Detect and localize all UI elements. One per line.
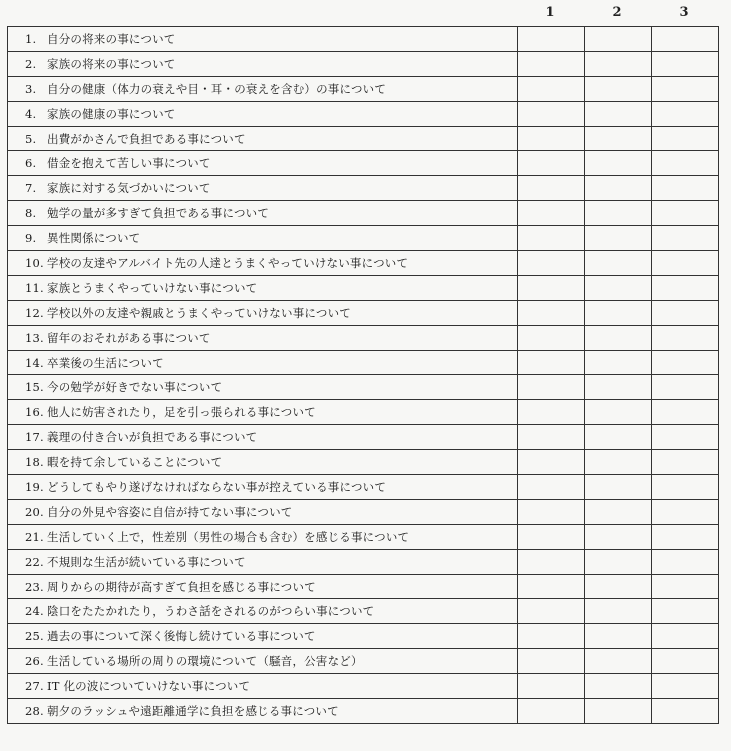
question-text-cell [8,51,518,76]
answer-cell-2[interactable] [585,350,652,375]
answer-cell-3[interactable] [652,176,719,201]
question-number: 17. [25,430,44,445]
questionnaire-table [7,26,719,724]
answer-cell-3[interactable] [652,300,719,325]
questionnaire-rows [8,27,719,724]
answer-cell-3[interactable] [652,549,719,574]
answer-cell-1[interactable] [518,475,585,500]
question-text: 過去の事について深く後悔し続けている事について [47,629,316,644]
question-text: IT 化の波についていけない事について [47,679,251,694]
question-row [8,425,719,450]
answer-cell-1[interactable] [518,699,585,724]
answer-cell-1[interactable] [518,325,585,350]
answer-cell-1[interactable] [518,275,585,300]
question-row [8,251,719,276]
question-text: 留年のおそれがある事について [47,330,211,345]
question-text: どうしてもやり遂げなければならない事が控えている事について [47,479,387,494]
question-row [8,201,719,226]
question-text-cell [8,201,518,226]
question-row [8,649,719,674]
answer-cell-2[interactable] [585,450,652,475]
question-number: 6. [25,156,37,171]
question-row [8,624,719,649]
question-text: 学校の友達やアルバイト先の人達とうまくやっていけない事について [47,255,409,270]
question-row [8,27,719,52]
answer-cell-1[interactable] [518,549,585,574]
question-number: 10. [25,255,44,270]
answer-cell-3[interactable] [652,524,719,549]
question-text-cell [8,325,518,350]
question-row [8,151,719,176]
question-number: 11. [25,280,44,295]
question-text-cell [8,226,518,251]
question-row [8,176,719,201]
question-text: 他人に妨害されたり，足を引っ張られる事について [47,405,316,420]
answer-cell-2[interactable] [585,151,652,176]
question-number: 19. [25,479,44,494]
answer-cell-1[interactable] [518,375,585,400]
question-row [8,499,719,524]
answer-cell-1[interactable] [518,51,585,76]
answer-cell-1[interactable] [518,574,585,599]
question-text-cell [8,275,518,300]
question-text: 生活している場所の周りの環境について（騒音，公害など） [47,654,363,669]
answer-cell-3[interactable] [652,325,719,350]
answer-cell-1[interactable] [518,176,585,201]
question-row [8,475,719,500]
question-text: 自分の健康（体力の衰えや目・耳・の衰えを含む）の事について [47,81,387,96]
question-text: 今の勉学が好きでない事について [47,380,223,395]
question-text: 家族に対する気づかいについて [47,181,211,196]
answer-cell-2[interactable] [585,599,652,624]
question-number: 13. [25,330,44,345]
answer-cell-3[interactable] [652,599,719,624]
answer-cell-3[interactable] [652,674,719,699]
answer-cell-1[interactable] [518,425,585,450]
question-number: 21. [25,529,44,544]
answer-cell-2[interactable] [585,251,652,276]
question-number: 9. [25,231,37,246]
answer-cell-3[interactable] [652,649,719,674]
answer-cell-1[interactable] [518,226,585,251]
question-text: 自分の将来の事について [47,31,176,46]
question-text: 勉学の量が多すぎて負担である事について [47,206,270,221]
answer-cell-2[interactable] [585,375,652,400]
question-number: 26. [25,654,44,669]
question-number: 24. [25,604,44,619]
question-text-cell [8,450,518,475]
question-number: 22. [25,554,44,569]
question-number: 23. [25,579,44,594]
answer-cell-3[interactable] [652,624,719,649]
question-row [8,350,719,375]
question-text-cell [8,599,518,624]
answer-cell-1[interactable] [518,151,585,176]
answer-cell-1[interactable] [518,624,585,649]
answer-cell-3[interactable] [652,201,719,226]
answer-cell-2[interactable] [585,624,652,649]
answer-cell-2[interactable] [585,325,652,350]
question-row [8,549,719,574]
question-number: 18. [25,455,44,470]
question-text-cell [8,574,518,599]
question-row [8,275,719,300]
answer-cell-1[interactable] [518,524,585,549]
answer-cell-2[interactable] [585,226,652,251]
question-row [8,524,719,549]
answer-cell-3[interactable] [652,574,719,599]
question-text: 朝夕のラッシュや遠距離通学に負担を感じる事について [47,703,339,718]
question-text: 生活していく上で，性差別（男性の場合も含む）を感じる事について [47,529,410,544]
answer-cell-3[interactable] [652,275,719,300]
question-row [8,300,719,325]
question-text-cell [8,524,518,549]
question-row [8,76,719,101]
answer-cell-3[interactable] [652,101,719,126]
question-number: 2. [25,56,37,71]
answer-cell-1[interactable] [518,101,585,126]
column-header [0,0,731,26]
answer-cell-1[interactable] [518,251,585,276]
question-text-cell [8,101,518,126]
question-text: 周りからの期待が高すぎて負担を感じる事について [47,579,316,594]
question-row [8,699,719,724]
question-text-cell [8,425,518,450]
answer-cell-1[interactable] [518,126,585,151]
question-row [8,51,719,76]
question-text: 学校以外の友達や親戚とうまくやっていけない事について [47,305,351,320]
question-row [8,574,719,599]
question-text-cell [8,176,518,201]
answer-cell-1[interactable] [518,300,585,325]
answer-cell-2[interactable] [585,524,652,549]
answer-cell-2[interactable] [585,76,652,101]
question-number: 3. [25,81,37,96]
question-text-cell [8,549,518,574]
question-text: 出費がかさんで負担である事について [47,131,246,146]
question-row [8,599,719,624]
question-text-cell [8,475,518,500]
question-text-cell [8,151,518,176]
question-text-cell [8,251,518,276]
question-text-cell [8,300,518,325]
question-number: 28. [25,703,44,718]
answer-cell-1[interactable] [518,599,585,624]
question-text-cell [8,499,518,524]
answer-cell-2[interactable] [585,27,652,52]
answer-cell-1[interactable] [518,499,585,524]
question-text: 借金を抱えて苦しい事について [47,156,211,171]
question-number: 20. [25,504,44,519]
column-label-3: 3 [679,5,689,20]
question-row [8,325,719,350]
answer-cell-2[interactable] [585,300,652,325]
answer-cell-2[interactable] [585,649,652,674]
answer-cell-3[interactable] [652,425,719,450]
answer-cell-1[interactable] [518,27,585,52]
question-number: 8. [25,206,37,221]
answer-cell-2[interactable] [585,475,652,500]
question-row [8,674,719,699]
question-text-cell [8,624,518,649]
answer-cell-2[interactable] [585,176,652,201]
answer-cell-3[interactable] [652,76,719,101]
answer-cell-3[interactable] [652,350,719,375]
answer-cell-2[interactable] [585,51,652,76]
question-text-cell [8,27,518,52]
question-text-cell [8,76,518,101]
answer-cell-1[interactable] [518,649,585,674]
answer-cell-3[interactable] [652,251,719,276]
answer-cell-2[interactable] [585,574,652,599]
question-text: 卒業後の生活について [47,355,164,370]
question-text: 不規則な生活が続いている事について [47,554,246,569]
answer-cell-3[interactable] [652,400,719,425]
answer-cell-3[interactable] [652,475,719,500]
answer-cell-2[interactable] [585,674,652,699]
answer-cell-2[interactable] [585,101,652,126]
question-row [8,226,719,251]
question-number: 16. [25,405,44,420]
question-text-cell [8,126,518,151]
answer-cell-1[interactable] [518,76,585,101]
question-number: 27. [25,679,44,694]
answer-cell-3[interactable] [652,126,719,151]
question-text: 家族とうまくやっていけない事について [47,280,258,295]
question-number: 7. [25,181,37,196]
answer-cell-3[interactable] [652,51,719,76]
question-number: 25. [25,629,44,644]
question-row [8,101,719,126]
answer-cell-3[interactable] [652,226,719,251]
answer-cell-2[interactable] [585,201,652,226]
answer-cell-1[interactable] [518,400,585,425]
answer-cell-2[interactable] [585,425,652,450]
question-text: 暇を持て余していることについて [47,455,223,470]
answer-cell-1[interactable] [518,350,585,375]
question-text: 自分の外見や容姿に自信が持てない事について [47,504,293,519]
answer-cell-2[interactable] [585,275,652,300]
question-row [8,126,719,151]
question-text-cell [8,649,518,674]
question-row [8,450,719,475]
answer-cell-3[interactable] [652,699,719,724]
question-number: 4. [25,106,37,121]
answer-cell-2[interactable] [585,549,652,574]
question-number: 12. [25,305,44,320]
question-number: 1. [25,31,37,46]
answer-cell-3[interactable] [652,375,719,400]
question-text: 陰口をたたかれたり，うわさ話をされるのがつらい事について [47,604,375,619]
question-row [8,400,719,425]
question-row [8,375,719,400]
question-text: 義理の付き合いが負担である事について [47,430,258,445]
question-text: 家族の健康の事について [47,106,176,121]
question-text-cell [8,375,518,400]
answer-cell-2[interactable] [585,400,652,425]
question-number: 15. [25,380,44,395]
question-text-cell [8,674,518,699]
answer-cell-3[interactable] [652,27,719,52]
answer-cell-3[interactable] [652,499,719,524]
column-label-2: 2 [612,5,622,20]
question-text: 家族の将来の事について [47,56,176,71]
answer-cell-3[interactable] [652,151,719,176]
column-label-1: 1 [545,5,555,20]
answer-cell-1[interactable] [518,450,585,475]
answer-cell-1[interactable] [518,674,585,699]
question-text-cell [8,699,518,724]
question-number: 5. [25,131,37,146]
answer-cell-2[interactable] [585,699,652,724]
question-number: 14. [25,355,44,370]
answer-cell-3[interactable] [652,450,719,475]
answer-cell-2[interactable] [585,126,652,151]
question-text: 異性関係について [47,231,141,246]
answer-cell-1[interactable] [518,201,585,226]
question-text-cell [8,350,518,375]
answer-cell-2[interactable] [585,499,652,524]
question-text-cell [8,400,518,425]
